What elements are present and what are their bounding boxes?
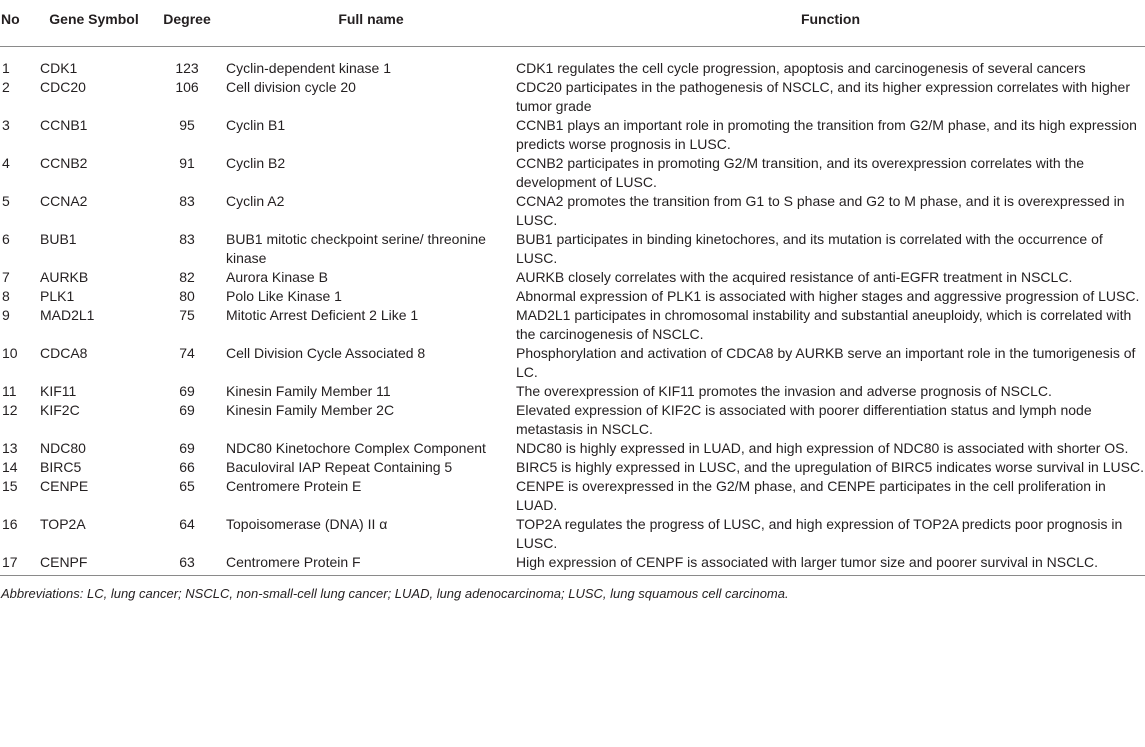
- cell-function: AURKB closely correlates with the acquired resistance of anti-EGFR treatment in NSCLC.: [516, 268, 1073, 285]
- cell-full-name: Kinesin Family Member 2C: [226, 401, 395, 418]
- cell-degree: 74: [179, 344, 195, 361]
- cell-full-name: NDC80 Kinetochore Complex Component: [226, 439, 486, 456]
- cell-full-name: Kinesin Family Member 11: [226, 382, 391, 399]
- cell-degree: 82: [179, 268, 195, 285]
- table-row: [0, 268, 1145, 287]
- cell-function: MAD2L1 participates in chromosomal instability and substantial aneuploidy, which is correlated with the carcinogenesis of NSCLC.: [516, 306, 1132, 342]
- cell-no: 4: [2, 154, 10, 171]
- cell-no: 17: [2, 553, 18, 570]
- header-gene-symbol: Gene Symbol: [49, 11, 139, 27]
- cell-degree: 95: [179, 116, 195, 133]
- cell-degree: 75: [179, 306, 195, 323]
- cell-function: Abnormal expression of PLK1 is associated with higher stages and aggressive progression of LUSC.: [516, 287, 1140, 304]
- cell-full-name: Cyclin B1: [226, 116, 286, 133]
- cell-degree: 106: [175, 78, 199, 95]
- cell-degree: 83: [179, 192, 195, 209]
- cell-no: 1: [2, 59, 10, 76]
- table-row: [0, 306, 1145, 344]
- cell-function: CDK1 regulates the cell cycle progression, apoptosis and carcinogenesis of several cancers: [516, 59, 1086, 76]
- cell-gene-symbol: BUB1: [40, 230, 77, 247]
- cell-degree: 64: [179, 515, 195, 532]
- cell-degree: 91: [179, 154, 195, 171]
- cell-gene-symbol: CCNA2: [40, 192, 88, 209]
- cell-function: Phosphorylation and activation of CDCA8 by AURKB serve an important role in the tumorigenesis of LC.: [516, 344, 1136, 380]
- cell-function: High expression of CENPF is associated with larger tumor size and poorer survival in NSCLC.: [516, 553, 1099, 570]
- cell-no: 16: [2, 515, 18, 532]
- table-row: [0, 230, 1145, 268]
- cell-no: 2: [2, 78, 10, 95]
- cell-no: 11: [2, 382, 17, 399]
- cell-degree: 65: [179, 477, 195, 494]
- table-row: [0, 287, 1145, 306]
- table-row: [0, 401, 1145, 439]
- cell-no: 6: [2, 230, 10, 247]
- table-row: [0, 439, 1145, 458]
- cell-no: 7: [2, 268, 10, 285]
- cell-no: 15: [2, 477, 18, 494]
- cell-full-name: Polo Like Kinase 1: [226, 287, 342, 304]
- table-row: [0, 344, 1145, 382]
- cell-full-name: Cell Division Cycle Associated 8: [226, 344, 426, 361]
- cell-full-name: Topoisomerase (DNA) II α: [226, 515, 388, 532]
- cell-full-name: Cell division cycle 20: [226, 78, 356, 95]
- cell-degree: 69: [179, 439, 195, 456]
- cell-function: CCNB2 participates in promoting G2/M transition, and its overexpression correlates with the development of LUSC.: [516, 154, 1085, 190]
- cell-no: 12: [2, 401, 18, 418]
- cell-function: CCNA2 promotes the transition from G1 to S phase and G2 to M phase, and it is overexpressed in LUSC.: [516, 192, 1125, 228]
- cell-gene-symbol: PLK1: [40, 287, 75, 304]
- cell-no: 9: [2, 306, 10, 323]
- cell-no: 14: [2, 458, 18, 475]
- cell-full-name: Centromere Protein F: [226, 553, 361, 570]
- cell-gene-symbol: CDCA8: [40, 344, 88, 361]
- cell-gene-symbol: CDC20: [40, 78, 86, 95]
- abbreviations-footnote: Abbreviations: LC, lung cancer; NSCLC, non-small-cell lung cancer; LUAD, lung adenocarcinoma; LUSC, lung squamous cell carcinoma.: [1, 585, 789, 601]
- table-row: [0, 515, 1145, 553]
- cell-gene-symbol: CCNB1: [40, 116, 88, 133]
- table-body: [0, 46, 1145, 575]
- cell-function: CDC20 participates in the pathogenesis of NSCLC, and its higher expression correlates with higher tumor grade: [516, 78, 1130, 114]
- header-full-name: Full name: [338, 11, 404, 27]
- cell-degree: 63: [179, 553, 195, 570]
- cell-full-name: Cyclin B2: [226, 154, 286, 171]
- cell-full-name: Aurora Kinase B: [226, 268, 328, 285]
- table-row: [0, 382, 1145, 401]
- table-row: [0, 477, 1145, 515]
- cell-degree: 69: [179, 382, 195, 399]
- cell-gene-symbol: AURKB: [40, 268, 89, 285]
- cell-gene-symbol: BIRC5: [40, 458, 82, 475]
- cell-gene-symbol: KIF2C: [40, 401, 80, 418]
- cell-function: Elevated expression of KIF2C is associated with poorer differentiation status and lymph node metastasis in NSCLC.: [516, 401, 1092, 437]
- cell-full-name: Mitotic Arrest Deficient 2 Like 1: [226, 306, 419, 323]
- table-row: [0, 192, 1145, 230]
- cell-function: The overexpression of KIF11 promotes the invasion and adverse prognosis of NSCLC.: [516, 382, 1052, 399]
- table-row: [0, 154, 1145, 192]
- cell-no: 13: [2, 439, 18, 456]
- table-header: [0, 0, 1145, 46]
- cell-gene-symbol: CCNB2: [40, 154, 88, 171]
- cell-gene-symbol: TOP2A: [40, 515, 86, 532]
- table-row: [0, 46, 1145, 78]
- table-row: [0, 78, 1145, 116]
- cell-degree: 66: [179, 458, 195, 475]
- cell-full-name: Baculoviral IAP Repeat Containing 5: [226, 458, 453, 475]
- cell-function: BUB1 participates in binding kinetochores, and its mutation is correlated with the occurrence of LUSC.: [516, 230, 1103, 266]
- table-row: [0, 116, 1145, 154]
- cell-function: BIRC5 is highly expressed in LUSC, and the upregulation of BIRC5 indicates worse survival in LUSC.: [516, 458, 1144, 475]
- cell-gene-symbol: KIF11: [40, 382, 77, 399]
- cell-no: 10: [2, 344, 18, 361]
- header-row: [0, 0, 1145, 46]
- cell-full-name: Cyclin A2: [226, 192, 285, 209]
- header-no: No: [1, 11, 20, 27]
- cell-gene-symbol: CDK1: [40, 59, 78, 76]
- cell-function: CENPE is overexpressed in the G2/M phase, and CENPE participates in the cell proliferation in LUAD.: [516, 477, 1106, 513]
- cell-function: CCNB1 plays an important role in promoting the transition from G2/M phase, and its high expression predicts worse prognosis in LUSC.: [516, 116, 1137, 152]
- cell-full-name: BUB1 mitotic checkpoint serine/ threonine kinase: [226, 230, 486, 266]
- header-degree: Degree: [163, 11, 211, 27]
- cell-no: 3: [2, 116, 10, 133]
- cell-full-name: Centromere Protein E: [226, 477, 362, 494]
- cell-gene-symbol: CENPE: [40, 477, 89, 494]
- cell-degree: 83: [179, 230, 195, 247]
- table-row: [0, 553, 1145, 576]
- header-function: Function: [800, 11, 861, 27]
- cell-degree: 123: [175, 59, 199, 76]
- cell-full-name: Cyclin-dependent kinase 1: [226, 59, 391, 76]
- cell-no: 5: [2, 192, 10, 209]
- cell-degree: 80: [179, 287, 195, 304]
- cell-function: TOP2A regulates the progress of LUSC, and high expression of TOP2A predicts poor prognosis in LUSC.: [516, 515, 1123, 551]
- cell-degree: 69: [179, 401, 195, 418]
- table-row: [0, 458, 1145, 477]
- cell-function: NDC80 is highly expressed in LUAD, and high expression of NDC80 is associated with shorter OS.: [516, 439, 1129, 456]
- cell-gene-symbol: MAD2L1: [40, 306, 95, 323]
- cell-gene-symbol: NDC80: [40, 439, 86, 456]
- cell-no: 8: [2, 287, 10, 304]
- cell-gene-symbol: CENPF: [40, 553, 88, 570]
